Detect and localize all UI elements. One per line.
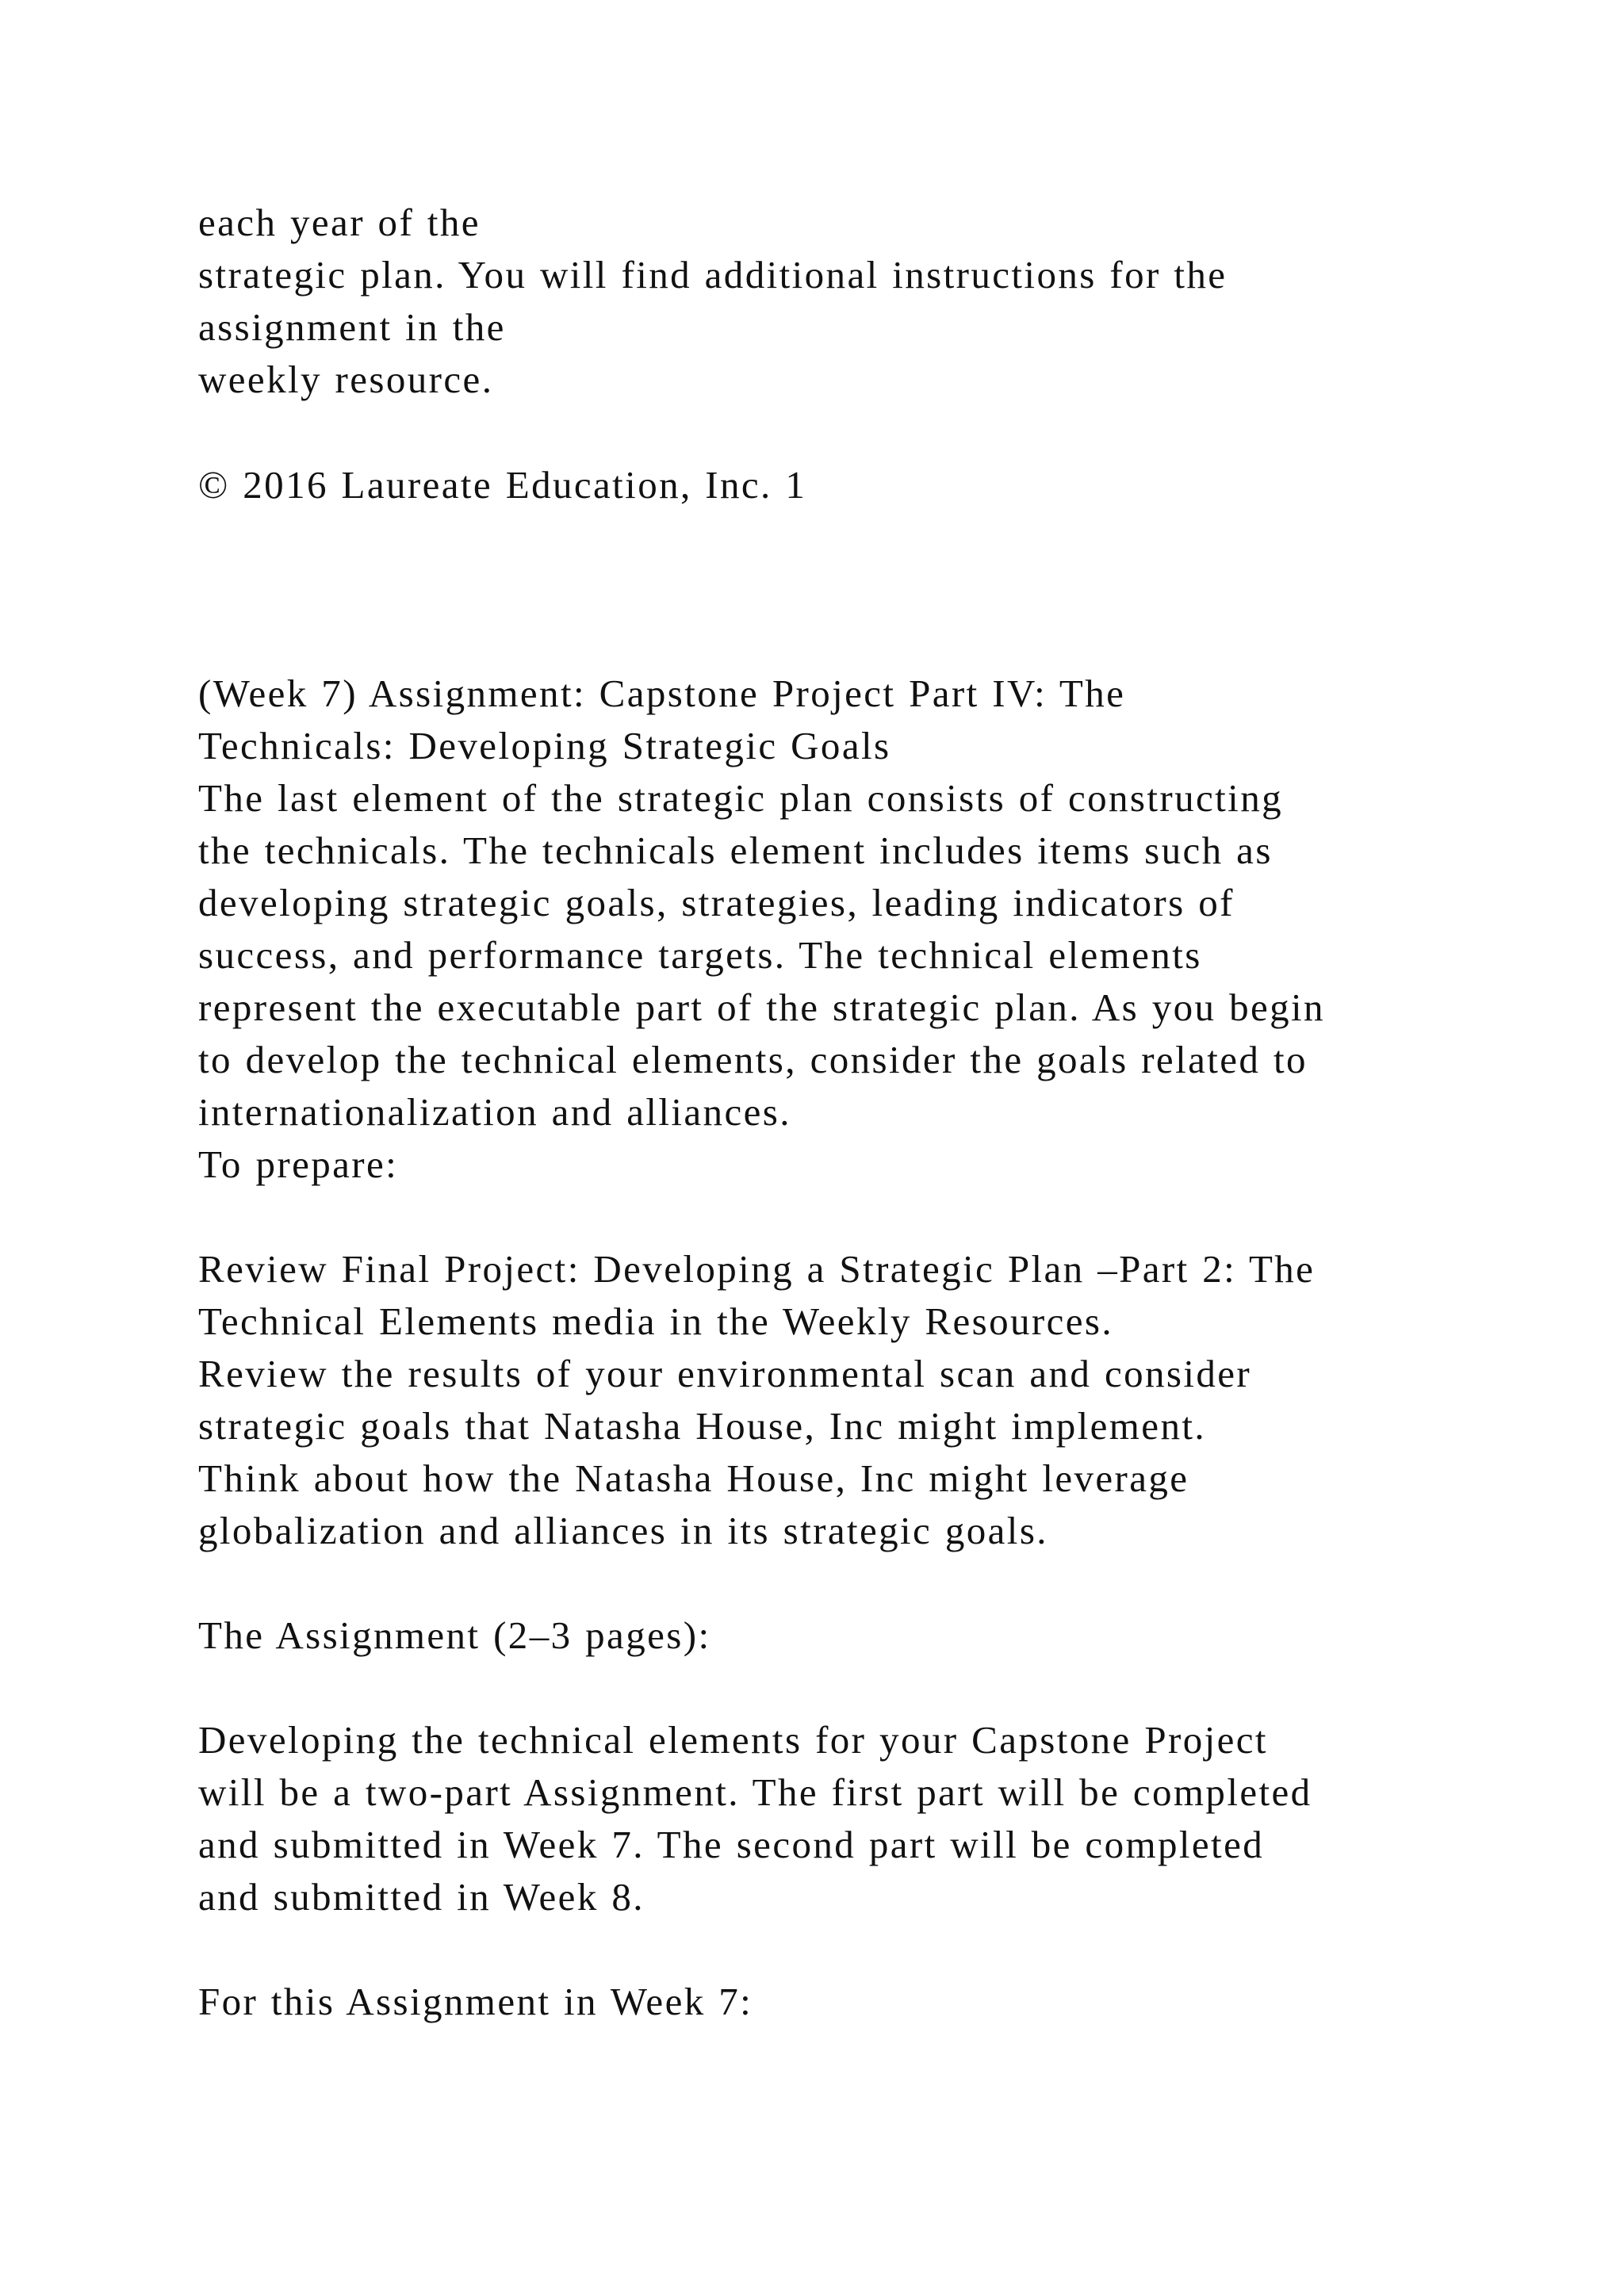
assignment-paragraph-line-3: and submitted in Week 7. The second part will be completed bbox=[198, 1823, 1265, 1866]
prepare-item-line-4: strategic goals that Natasha House, Inc might implement. bbox=[198, 1404, 1207, 1448]
continuation-line-4: weekly resource. bbox=[198, 358, 494, 401]
intro-paragraph-line-5: represent the executable part of the strategic plan. As you begin bbox=[198, 985, 1325, 1029]
intro-paragraph-line-2: the technicals. The technicals element includes items such as bbox=[198, 828, 1273, 872]
to-prepare-label: To prepare: bbox=[198, 1142, 399, 1186]
assignment-paragraph-line-2: will be a two-part Assignment. The first part will be completed bbox=[198, 1770, 1312, 1814]
assignment-title-line-2: Technicals: Developing Strategic Goals bbox=[198, 724, 891, 767]
prepare-item-line-6: globalization and alliances in its strategic goals. bbox=[198, 1509, 1048, 1552]
prepare-item-line-2: Technical Elements media in the Weekly Resources. bbox=[198, 1299, 1114, 1343]
assignment-paragraph-line-1: Developing the technical elements for your Capstone Project bbox=[198, 1718, 1268, 1762]
continuation-line-3: assignment in the bbox=[198, 305, 506, 349]
continuation-line-1: each year of the bbox=[198, 201, 481, 244]
intro-paragraph-line-6: to develop the technical elements, consider the goals related to bbox=[198, 1038, 1308, 1081]
copyright-notice: © 2016 Laureate Education, Inc. 1 bbox=[198, 463, 807, 507]
intro-paragraph-line-7: internationalization and alliances. bbox=[198, 1090, 791, 1134]
week7-label: For this Assignment in Week 7: bbox=[198, 1980, 753, 2023]
prepare-item-line-3: Review the results of your environmental scan and consider bbox=[198, 1352, 1252, 1395]
prepare-item-line-1: Review Final Project: Developing a Strategic Plan –Part 2: The bbox=[198, 1247, 1316, 1291]
prepare-item-line-5: Think about how the Natasha House, Inc might leverage bbox=[198, 1456, 1189, 1500]
assignment-title-line-1: (Week 7) Assignment: Capstone Project Part IV: The bbox=[198, 672, 1126, 715]
intro-paragraph-line-4: success, and performance targets. The technical elements bbox=[198, 933, 1202, 977]
continuation-line-2: strategic plan. You will find additional instructions for the bbox=[198, 253, 1228, 297]
intro-paragraph-line-1: The last element of the strategic plan consists of constructing bbox=[198, 776, 1284, 820]
intro-paragraph-line-3: developing strategic goals, strategies, leading indicators of bbox=[198, 881, 1235, 924]
assignment-paragraph-line-4: and submitted in Week 8. bbox=[198, 1875, 645, 1919]
assignment-label: The Assignment (2–3 pages): bbox=[198, 1613, 711, 1657]
